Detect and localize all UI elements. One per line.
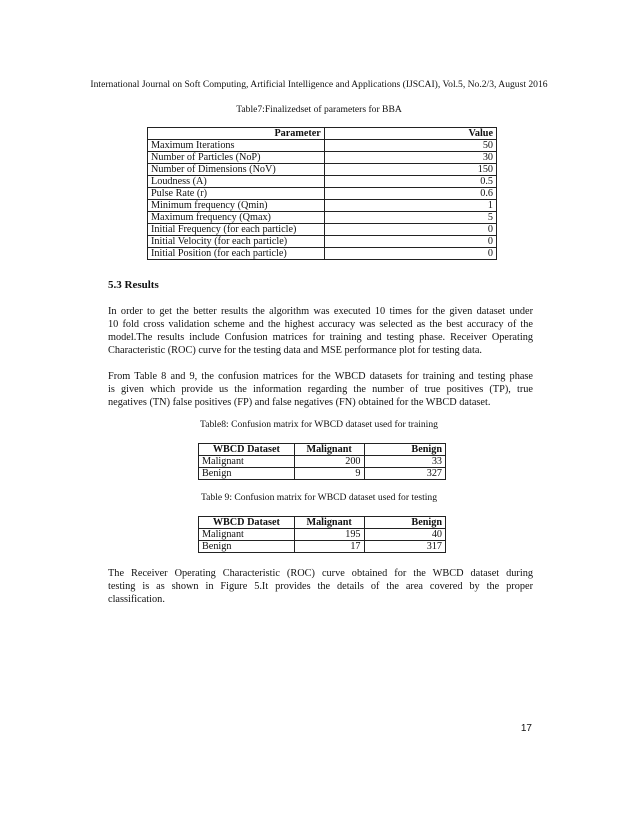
param-cell: Maximum Iterations — [148, 140, 325, 152]
table-row — [199, 456, 446, 468]
col-malignant: Malignant — [294, 517, 364, 529]
table-row — [199, 529, 446, 541]
param-cell: Pulse Rate (r) — [148, 188, 325, 200]
col-value: Value — [324, 128, 496, 140]
text-line: model.The results include Confusion matrices for training and testing phase. Receiver Operating — [108, 332, 533, 344]
text-line: classification. — [108, 594, 165, 606]
value-cell: 0 — [324, 248, 496, 260]
text-line: 10 fold cross validation scheme and the highest accuracy was selected as the best accuracy of the — [108, 319, 533, 331]
malignant-cell: 9 — [294, 468, 364, 480]
table-header-row — [199, 444, 446, 456]
table-row — [148, 212, 497, 224]
param-cell: Number of Particles (NoP) — [148, 152, 325, 164]
value-cell: 150 — [324, 164, 496, 176]
table7-parameters — [147, 127, 497, 260]
page-number: 17 — [520, 723, 532, 734]
text-line: testing is as shown in Figure 5.It provides the details of the area covered by the proper — [108, 581, 533, 593]
text-line: negatives (TN) false positives (FP) and false negatives (FN) obtained for the WBCD dataset. — [108, 397, 491, 409]
text-line: From Table 8 and 9, the confusion matrices for the WBCD datasets for training and testing phase — [108, 371, 533, 382]
row-label: Benign — [199, 541, 295, 553]
paragraph-confusion-matrices — [108, 370, 533, 409]
table8-caption: Table8: Confusion matrix for WBCD dataset used for training — [200, 419, 438, 430]
param-cell: Initial Velocity (for each particle) — [148, 236, 325, 248]
row-label: Benign — [199, 468, 295, 480]
table9-confusion-testing — [198, 516, 446, 553]
value-cell: 0 — [324, 224, 496, 236]
col-dataset: WBCD Dataset — [199, 517, 295, 529]
param-cell: Initial Frequency (for each particle) — [148, 224, 325, 236]
malignant-cell: 200 — [294, 456, 364, 468]
table-row — [199, 468, 446, 480]
col-parameter: Parameter — [148, 128, 325, 140]
benign-cell: 317 — [364, 541, 445, 553]
text-line: In order to get the better results the algorithm was executed 10 times for the given dataset under — [108, 306, 533, 317]
col-benign: Benign — [364, 444, 445, 456]
malignant-cell: 195 — [294, 529, 364, 541]
value-cell: 30 — [324, 152, 496, 164]
text-line: The Receiver Operating Characteristic (ROC) curve obtained for the WBCD dataset during — [108, 568, 533, 579]
value-cell: 0 — [324, 236, 496, 248]
table-row — [148, 140, 497, 152]
table-row — [148, 176, 497, 188]
benign-cell: 40 — [364, 529, 445, 541]
table9-caption: Table 9: Confusion matrix for WBCD dataset used for testing — [200, 492, 438, 503]
table7-caption: Table7:Finalizedset of parameters for BBA — [236, 104, 402, 115]
col-benign: Benign — [364, 517, 445, 529]
table-row — [148, 248, 497, 260]
journal-header: International Journal on Soft Computing, Artificial Intelligence and Applications (IJSCAI), Vol.5, No.2/3, August 2016 — [90, 79, 548, 90]
col-malignant: Malignant — [294, 444, 364, 456]
value-cell: 50 — [324, 140, 496, 152]
param-cell: Initial Position (for each particle) — [148, 248, 325, 260]
table-row — [199, 541, 446, 553]
benign-cell: 327 — [364, 468, 445, 480]
malignant-cell: 17 — [294, 541, 364, 553]
text-line: Characteristic (ROC) curve for the testing data and MSE performance plot for testing data. — [108, 345, 482, 357]
value-cell: 0.5 — [324, 176, 496, 188]
row-label: Malignant — [199, 456, 295, 468]
table-row — [148, 164, 497, 176]
table-row — [148, 236, 497, 248]
row-label: Malignant — [199, 529, 295, 541]
param-cell: Loudness (A) — [148, 176, 325, 188]
table8-confusion-training — [198, 443, 446, 480]
col-dataset: WBCD Dataset — [199, 444, 295, 456]
param-cell: Maximum frequency (Qmax) — [148, 212, 325, 224]
value-cell: 1 — [324, 200, 496, 212]
param-cell: Number of Dimensions (NoV) — [148, 164, 325, 176]
paragraph-results-intro — [108, 305, 533, 357]
table-header-row — [148, 128, 497, 140]
paragraph-roc — [108, 567, 533, 606]
value-cell: 5 — [324, 212, 496, 224]
table-header-row — [199, 517, 446, 529]
benign-cell: 33 — [364, 456, 445, 468]
value-cell: 0.6 — [324, 188, 496, 200]
table-row — [148, 188, 497, 200]
table-row — [148, 152, 497, 164]
table-row — [148, 200, 497, 212]
section-heading: 5.3 Results — [108, 279, 159, 291]
param-cell: Minimum frequency (Qmin) — [148, 200, 325, 212]
table-row — [148, 224, 497, 236]
text-line: is given which provide us the information regarding the number of true positives (TP), true — [108, 384, 533, 396]
